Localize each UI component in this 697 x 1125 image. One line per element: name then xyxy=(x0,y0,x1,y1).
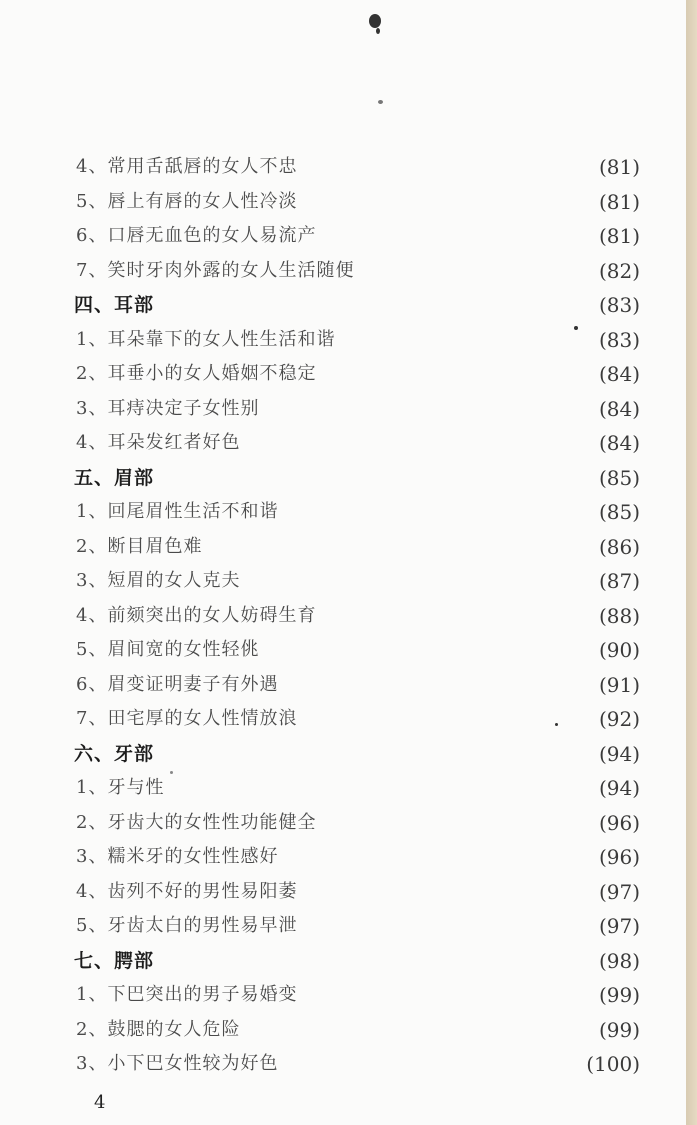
toc-entry xyxy=(74,702,640,737)
entry-page-number: (100) xyxy=(586,1052,640,1076)
entry-title: 五、眉部 xyxy=(74,466,155,489)
toc-entry xyxy=(74,323,640,358)
entry-page-number: (87) xyxy=(598,569,640,593)
entry-title: 2、牙齿大的女性性功能健全 xyxy=(76,811,317,833)
entry-page-number: (81) xyxy=(598,155,640,179)
entry-title: 1、耳朵靠下的女人性生活和谐 xyxy=(76,328,336,350)
entry-page-number: (97) xyxy=(598,914,640,938)
entry-title: 3、短眉的女人克夫 xyxy=(76,570,241,591)
entry-page-number: (85) xyxy=(598,465,640,490)
toc-entry xyxy=(74,978,640,1013)
entry-title: 六、牙部 xyxy=(74,742,155,765)
entry-title: 7、笑时牙肉外露的女人生活随便 xyxy=(76,259,355,281)
entry-title: 6、眉变证明妻子有外遇 xyxy=(76,673,279,695)
entry-page-number: (92) xyxy=(598,707,640,731)
section-heading xyxy=(74,737,640,772)
entry-page-number: (81) xyxy=(598,189,640,214)
section-heading xyxy=(74,944,640,979)
toc-entry xyxy=(74,840,640,875)
toc-entry xyxy=(74,1047,640,1082)
entry-page-number: (84) xyxy=(598,396,640,421)
entry-title: 4、常用舌舐唇的女人不忠 xyxy=(76,156,298,177)
toc-entry xyxy=(74,875,640,910)
toc-entry xyxy=(74,599,640,634)
entry-title: 1、回尾眉性生活不和谐 xyxy=(76,501,279,522)
entry-page-number: (99) xyxy=(598,983,640,1007)
entry-page-number: (94) xyxy=(598,741,640,766)
toc-entry xyxy=(74,426,640,461)
entry-page-number: (91) xyxy=(598,672,640,697)
entry-title: 四、耳部 xyxy=(74,294,155,316)
toc-entry xyxy=(74,219,640,254)
toc-entry xyxy=(74,806,640,841)
entry-page-number: (83) xyxy=(598,327,640,352)
entry-title: 4、齿列不好的男性易阳萎 xyxy=(76,880,298,902)
entry-page-number: (97) xyxy=(598,879,640,904)
entry-title: 七、腭部 xyxy=(74,949,155,972)
toc-entry xyxy=(74,185,640,220)
entry-title: 1、牙与性 xyxy=(76,777,165,798)
entry-page-number: (98) xyxy=(598,948,640,973)
toc-entry xyxy=(74,633,640,668)
entry-title: 4、耳朵发红者好色 xyxy=(76,432,241,453)
toc-entry xyxy=(74,1013,640,1048)
toc-entry xyxy=(74,150,640,185)
toc-entry xyxy=(74,254,640,289)
entry-page-number: (96) xyxy=(598,810,640,835)
entry-page-number: (84) xyxy=(598,362,640,386)
entry-page-number: (94) xyxy=(598,776,640,800)
entry-page-number: (84) xyxy=(598,431,640,455)
entry-page-number: (85) xyxy=(598,500,640,524)
ink-speck xyxy=(378,100,383,104)
entry-title: 2、耳垂小的女人婚姻不稳定 xyxy=(76,363,317,384)
ink-speck xyxy=(369,14,381,28)
entry-title: 7、田宅厚的女人性情放浪 xyxy=(76,708,298,729)
entry-page-number: (86) xyxy=(598,534,640,559)
section-heading xyxy=(74,461,640,496)
toc-entry xyxy=(74,668,640,703)
section-heading xyxy=(74,288,640,323)
toc-entry xyxy=(74,495,640,530)
entry-title: 2、断目眉色难 xyxy=(76,535,203,557)
toc-entry xyxy=(74,392,640,427)
entry-page-number: (90) xyxy=(598,638,640,662)
entry-page-number: (83) xyxy=(598,293,640,317)
toc-entry xyxy=(74,564,640,599)
entry-title: 6、口唇无血色的女人易流产 xyxy=(76,225,317,246)
entry-title: 3、小下巴女性较为好色 xyxy=(76,1053,279,1074)
toc-entry xyxy=(74,771,640,806)
entry-page-number: (81) xyxy=(598,224,640,248)
table-of-contents xyxy=(74,150,640,1082)
entry-title: 3、耳痔决定子女性别 xyxy=(76,397,260,419)
entry-page-number: (82) xyxy=(598,258,640,283)
page-edge xyxy=(686,0,697,1125)
entry-title: 2、鼓腮的女人危险 xyxy=(76,1018,241,1040)
entry-title: 5、眉间宽的女性轻佻 xyxy=(76,639,260,660)
entry-title: 5、牙齿太白的男性易早泄 xyxy=(76,915,298,936)
page-number: 4 xyxy=(94,1092,106,1113)
toc-entry xyxy=(74,909,640,944)
toc-entry xyxy=(74,357,640,392)
entry-title: 1、下巴突出的男子易婚变 xyxy=(76,984,298,1005)
entry-title: 5、唇上有唇的女人性冷淡 xyxy=(76,190,298,212)
toc-entry xyxy=(74,530,640,565)
entry-title: 3、糯米牙的女性性感好 xyxy=(76,846,279,867)
entry-page-number: (88) xyxy=(598,603,640,628)
entry-page-number: (99) xyxy=(598,1017,640,1042)
entry-title: 4、前颏突出的女人妨碍生育 xyxy=(76,604,317,626)
ink-speck xyxy=(376,28,380,34)
entry-page-number: (96) xyxy=(598,845,640,869)
